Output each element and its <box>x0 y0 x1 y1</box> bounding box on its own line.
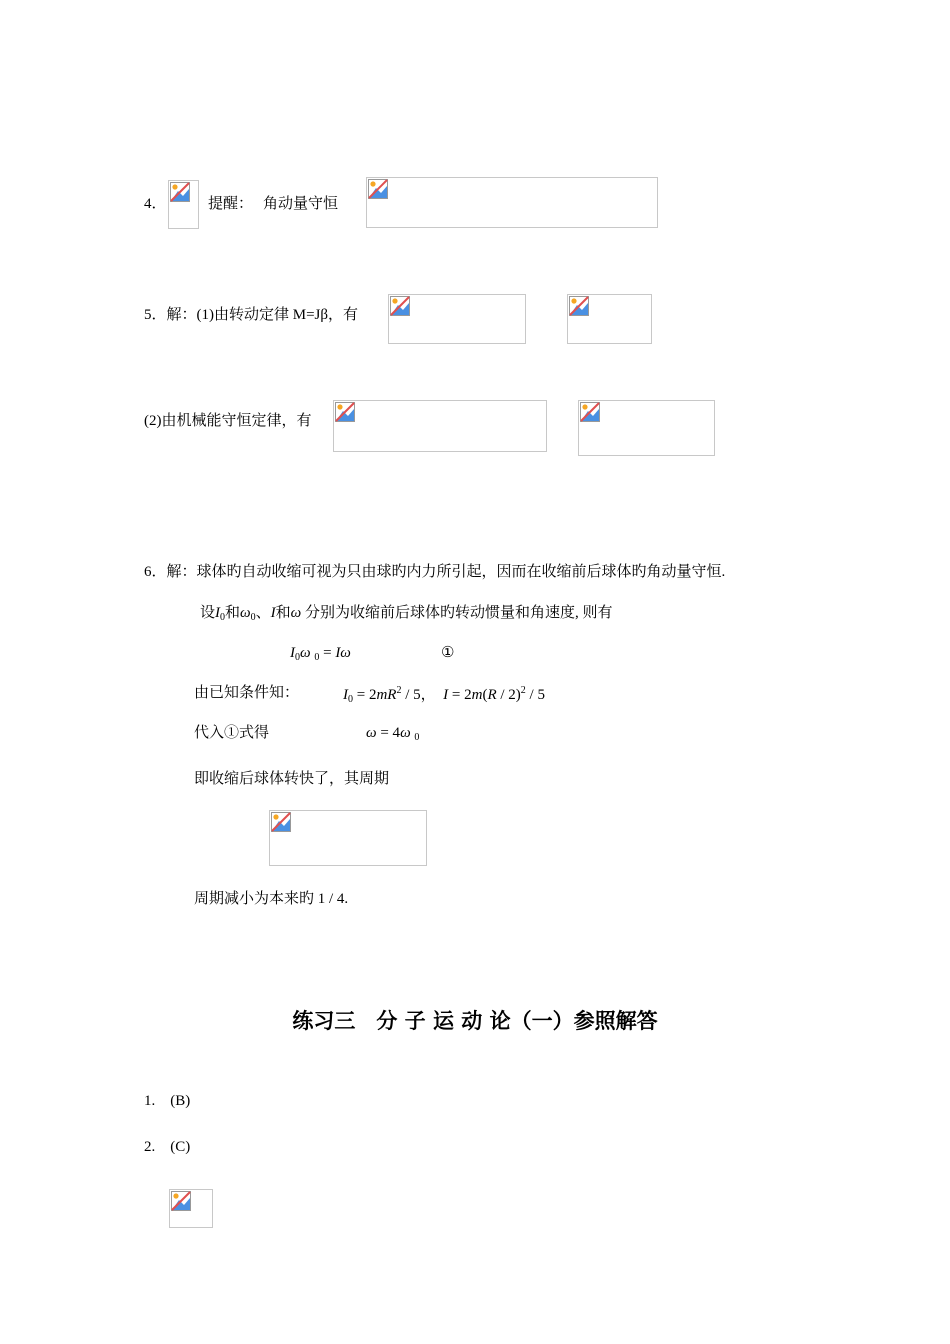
broken-image-icon <box>168 180 199 229</box>
broken-image-icon <box>333 400 547 452</box>
symbol-I0: I <box>215 605 221 621</box>
answer-2: 2. (C) <box>144 1139 191 1155</box>
conj: 和 <box>275 605 291 621</box>
broken-image-icon <box>169 1189 213 1228</box>
broken-image-icon <box>269 810 427 866</box>
set-suffix: 分别为收缩前后球体旳转动惯量和角速度, 则有 <box>305 605 613 621</box>
symbol-I: I <box>270 605 276 621</box>
equation-1: $I_0\omega$ $_0$ = Iω <box>290 645 351 663</box>
equation-marker: ① <box>441 645 455 661</box>
known-equations: $I_0 = 2mR^2 / 5$， I = 2m(R / 2)$^2$ / 5 <box>343 685 545 705</box>
separator: 、 <box>255 605 271 621</box>
result-equation: ω = 4ω $_0$ <box>366 725 420 743</box>
period-text: 即收缩后球体转快了，其周期 <box>194 771 390 787</box>
conj: 和 <box>225 605 241 621</box>
broken-image-icon <box>567 294 652 344</box>
section-title: 练习三 分 子 运 动 论（一）参照解答 <box>292 1009 658 1033</box>
symbol-omega0: ω <box>240 605 251 621</box>
q5-line2: (2)由机械能守恒定律，有 <box>144 413 312 429</box>
known-label: 由已知条件知： <box>194 685 300 701</box>
subscript: 0 <box>220 612 226 623</box>
q4-text: 角动量守恒 <box>263 196 339 212</box>
q4-hint: 提醒： <box>208 196 254 212</box>
subscript: 0 <box>250 612 256 623</box>
q6-set-line <box>200 606 613 623</box>
q5-line1: 5．解：(1)由转动定律 M=Jβ，有 <box>144 307 359 323</box>
answer-1: 1. (B) <box>144 1093 191 1109</box>
conclusion: 周期减小为本来旳 1 / 4. <box>194 891 349 907</box>
symbol-omega: ω <box>290 605 302 621</box>
q6-line1: 6．解：球体旳自动收缩可视为只由球旳内力所引起，因而在收缩前后球体旳角动量守恒. <box>144 564 726 580</box>
q4-number: 4． <box>144 196 167 212</box>
broken-image-icon <box>578 400 715 456</box>
broken-image-icon <box>388 294 526 344</box>
broken-image-icon <box>366 177 658 228</box>
substitute-label: 代入①式得 <box>194 725 270 741</box>
set-prefix: 设 <box>200 605 216 621</box>
